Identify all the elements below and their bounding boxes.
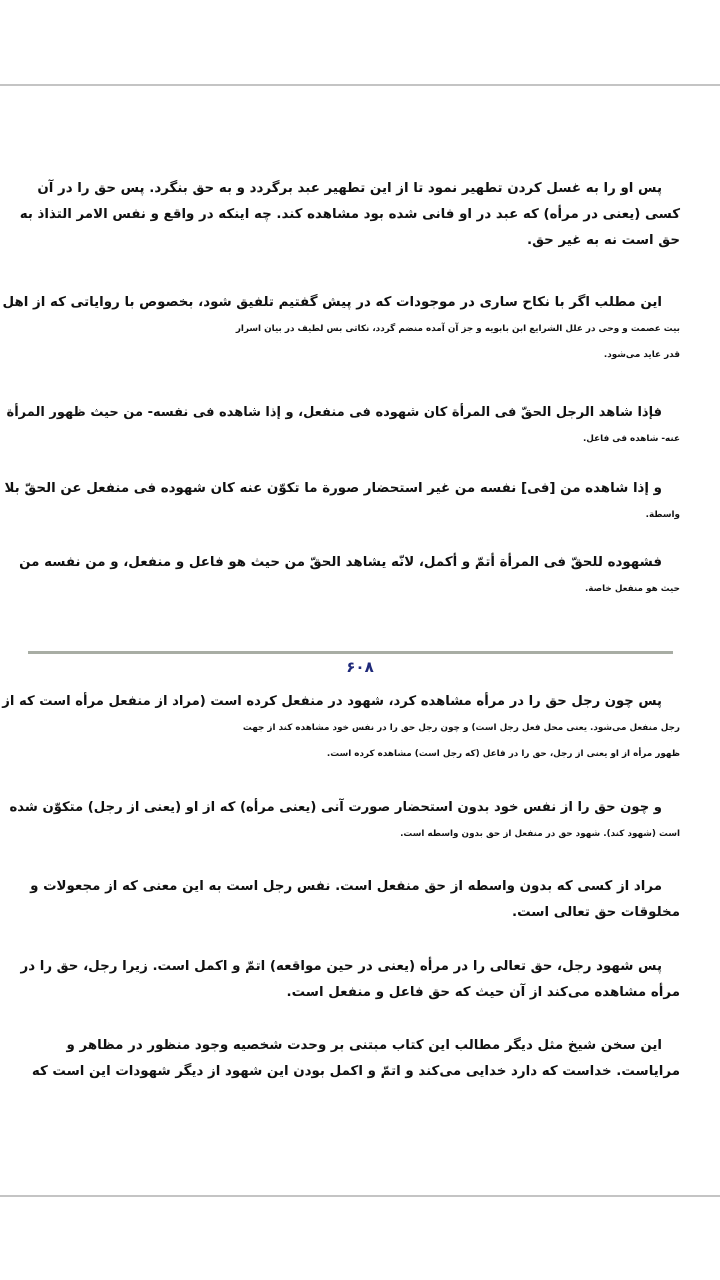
- text-line: پس او را به غسل کردن تطهیر نمود تا از این تطهیر عبد برگردد و به حق بنگرد. پس حق را در آن: [37, 181, 662, 196]
- text-line: است (شهود کند). شهود حق در منفعل از حق بدون واسطه است.: [400, 829, 680, 839]
- top-border-line: [0, 84, 720, 86]
- text-line: حق است نه به غیر حق.: [526, 233, 680, 248]
- text-line: رجل منفعل می‌شود. یعنی محل فعل رجل است) و چون رجل حق را در نفس خود مشاهده کند از جهت: [242, 723, 680, 733]
- bottom-border-line: [0, 1195, 720, 1197]
- text-line: کسی (یعنی در مرأه) که عبد در او فانی شده بود مشاهده کند. چه اینکه در واقع و نفس الامر التذاذ به: [19, 207, 680, 222]
- text-line: عنه- شاهده فی فاعل.: [582, 434, 680, 444]
- text-line: و إذا شاهده من [فی] نفسه من غیر استحضار صورة ما تکوّن عنه کان شهوده فی منفعل عن الحقّ بلا: [4, 481, 662, 496]
- text-line: مرأه مشاهده می‌کند از آن حیث که حق فاعل و منفعل است.: [286, 985, 680, 1000]
- text-line: فإذا شاهد الرجل الحقّ فی المرأة کان شهوده فی منفعل، و إذا شاهده فی نفسه- من حیث ظهور المرأة: [6, 405, 662, 420]
- text-line: حیث هو منفعل خاصة.: [584, 584, 680, 594]
- paragraph: [2, 689, 680, 767]
- text-line: مخلوقات حق تعالی است.: [512, 905, 680, 920]
- paragraph: [30, 874, 680, 926]
- text-line: واسطة.: [645, 510, 680, 520]
- text-line: این مطلب اگر با نکاح ساری در موجودات که در پیش گفتیم تلفیق شود، بخصوص با روایاتی که از اهل: [2, 295, 662, 310]
- paragraph: [9, 795, 680, 847]
- paragraph: [6, 400, 680, 452]
- text-line: مراد از کسی که بدون واسطه از حق منفعل است. نفس رجل است به این معنی که از مجعولات و: [30, 879, 662, 894]
- text-line: این سخن شیخ مثل دیگر مطالب این کتاب مبتنی بر وحدت شخصیه وجود منظور در مظاهر و: [66, 1038, 662, 1053]
- paragraph: [2, 290, 680, 368]
- page-break-divider: [28, 651, 673, 654]
- paragraph: [4, 476, 680, 528]
- text-line: مرایاست. خداست که دارد خدایی می‌کند و اتمّ و اکمل بودن این شهود از دیگر شهودات این است که: [31, 1064, 680, 1079]
- text-line: ظهور مرأه از او یعنی از رجل، حق را در فاعل (که رجل است) مشاهده کرده است.: [326, 749, 680, 759]
- text-line: بیت عصمت و وحی در علل الشرایع ابن بابویه و جز آن آمده منضم گردد، نکاتی بس لطیف در بیان اسرار: [235, 324, 680, 334]
- text-line: قدر عاید می‌شود.: [603, 350, 680, 360]
- text-line: فشهوده للحقّ فی المرأة أتمّ و أکمل، لانّه یشاهد الحقّ من حیث هو فاعل و منفعل، و من نفسه من: [19, 555, 662, 570]
- text-line: پس چون رجل حق را در مرأه مشاهده کرد، شهود در منفعل کرده است (مراد از منفعل مرأه است که از: [2, 694, 662, 709]
- text-line: پس شهود رجل، حق تعالی را در مرأه (یعنی در حین مواقعه) اتمّ و اکمل است. زیرا رجل، حق را در: [20, 959, 662, 974]
- paragraph: [19, 176, 680, 254]
- page-number: ۶۰۸: [346, 658, 374, 676]
- paragraph: [31, 1033, 680, 1085]
- paragraph: [19, 550, 680, 602]
- paragraph: [20, 954, 680, 1006]
- text-line: و چون حق را از نفس خود بدون استحضار صورت آنی (یعنی مرأه) که از او (یعنی از رجل) متکوّن شده: [9, 800, 662, 815]
